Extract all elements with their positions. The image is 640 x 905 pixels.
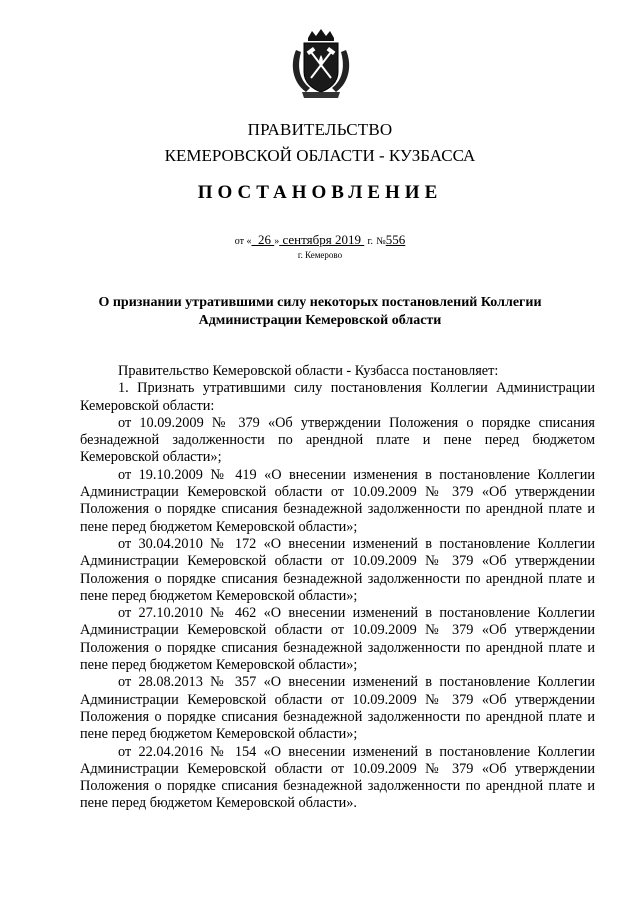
city-name: г. Кемерово — [297, 250, 343, 260]
body-paragraph: 1. Признать утратившими силу постановления Коллегии Администрации Кемеровской области: — [80, 380, 595, 414]
date-number-line — [0, 232, 640, 248]
date-year-suffix: г. — [367, 236, 373, 247]
body-paragraph: от 22.04.2016 № 154 «О внесении изменений в постановление Коллегии Администрации Кемеровской области от 10.09.2009 № 379 «Об утверждении Положения о порядке списания безнадежной задолженности по арендной плате и пене перед бюджетом Кемеровской области». — [80, 743, 595, 812]
body-paragraph: от 10.09.2009 № 379 «Об утверждении Положения о порядке списания безнадежной задолженности по арендной плате и пене перед бюджетом Кемеровской области»; — [80, 414, 595, 466]
kuzbass-coat-of-arms-icon — [286, 28, 356, 100]
document-number: 556 — [385, 232, 406, 247]
government-name-line2: КЕМЕРОВСКОЙ ОБЛАСТИ - КУЗБАССА — [164, 146, 476, 165]
document-title: О признании утратившими силу некоторых постановлений Коллегии Администрации Кемеровской области — [98, 295, 542, 328]
body-paragraph: Правительство Кемеровской области - Кузбасса постановляет: — [118, 363, 499, 379]
body-paragraph: от 27.10.2010 № 462 «О внесении изменений в постановление Коллегии Администрации Кемеровской области от 10.09.2009 № 379 «Об утверждении Положения о порядке списания безнадежной задолженности по арендной плате и пене перед бюджетом Кемеровской области»; — [80, 605, 595, 674]
date-day — [251, 232, 274, 247]
body-paragraph: от 30.04.2010 № 172 «О внесении изменений в постановление Коллегии Администрации Кемеровской области от 10.09.2009 № 379 «Об утверждении Положения о порядке списания безнадежной задолженности по арендной плате и пене перед бюджетом Кемеровской области»; — [80, 535, 595, 604]
document-type-heading: ПОСТАНОВЛЕНИЕ — [197, 182, 443, 203]
government-name-line1: ПРАВИТЕЛЬСТВО — [247, 120, 393, 139]
body-paragraph: от 28.08.2013 № 357 «О внесении изменений в постановление Коллегии Администрации Кемеровской области от 10.09.2009 № 379 «Об утверждении Положения о порядке списания безнадежной задолженности по арендной плате и пене перед бюджетом Кемеровской области»; — [80, 674, 595, 743]
date-month-year — [279, 232, 364, 247]
date-month-year-value: сентября 2019 — [282, 232, 361, 247]
body-paragraph: от 19.10.2009 № 419 «О внесении изменения в постановление Коллегии Администрации Кемеровской области от 10.09.2009 № 379 «Об утверждении Положения о порядке списания безнадежной задолженности по арендной плате и пене перед бюджетом Кемеровской области»; — [80, 466, 595, 535]
date-day-value: 26 — [257, 232, 271, 247]
number-label: № — [376, 236, 386, 247]
date-from-label: от « — [234, 236, 252, 247]
date-close-quote: » — [274, 236, 280, 247]
document-body — [80, 363, 595, 813]
